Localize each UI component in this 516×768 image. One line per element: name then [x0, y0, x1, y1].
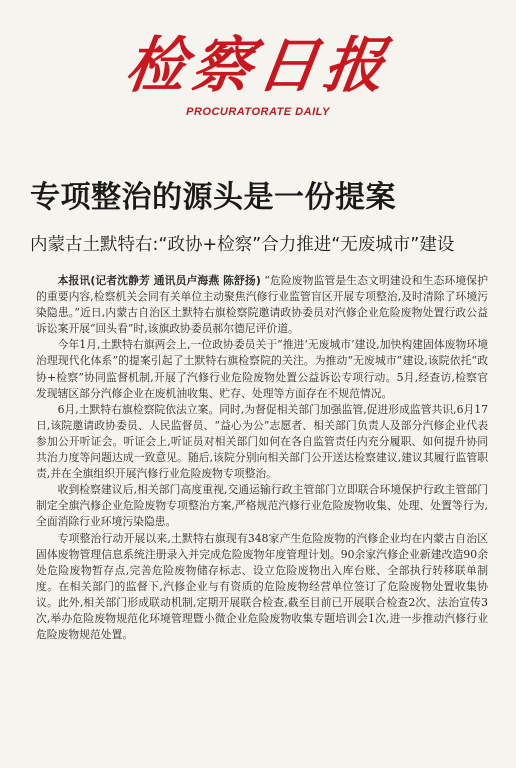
paragraph: 专项整治行动开展以来,土默特右旗现有348家产生危险废物的汽修企业均在内蒙古自治区固体废物管理信息系统注册录入并完成危险废物年度管理计划。90余家汽修企业新建改造90余处危险废物暂存点,完善危险废物储存标志、设立危险废物出入库台账、全部执行转移联单制度。在相关部门的监督下,汽修企业与有资质的危险废物经营单位签订了危险废物处置收集协议。此外,相关部门形成联动机制,定期开展联合检查,截至目前已开展联合检查2次、法治宣传3次,举办危险废物规范化环境管理暨小微企业危险废物收集专题培训会1次,进一步推动汽修行业危险废物规范处置。 — [36, 531, 488, 642]
byline: 本报讯(记者沈静芳 通讯员卢海燕 陈舒扬) — [57, 274, 261, 287]
article-headline: 专项整治的源头是一份提案 — [30, 180, 396, 215]
newspaper-logo: 检察日报 — [121, 31, 395, 101]
masthead — [0, 28, 516, 118]
paragraph: 收到检察建议后,相关部门高度重视,交通运输行政主管部门立即联合环境保护行政主管部门制定全旗汽修企业危险废物专项整治方案,严格规范汽修行业危险废物收集、处理、处置等行为,全面消除行业环境污染隐患。 — [36, 483, 488, 529]
article-body — [36, 273, 488, 643]
article-subheadline: 内蒙古土默特右:“政协+检察”合力推进“无废城市”建设 — [30, 235, 455, 255]
paragraph: 6月,土默特右旗检察院依法立案。同时,为督促相关部门加强监管,促进形成监管共识,6月17日,该院邀请政协委员、人民监督员、“益心为公”志愿者、相关部门负责人及部分汽修企业代表参加公开听证会。听证会上,听证员对相关部门如何在各自监管责任内充分履职、如何提升协同共治力度等问题达成一致意见。随后,该院分别向相关部门公开送达检察建议,建议其履行监管职责,并在全旗组织开展汽修行业危险废物专项整治。 — [36, 402, 488, 481]
paragraph — [36, 273, 488, 337]
paragraph-text: “危险废物监管是生态文明建设和生态环境保护的重要内容,检察机关会同有关单位主动聚焦汽修行业监管盲区开展专项整治,及时清除了环境污染隐患。”近日,内蒙古自治区土默特右旗检察院邀请政协委员对汽修企业危险废物处置行政公益诉讼案开展“回头看”时,该旗政协委员郝尔德尼评价道。 — [36, 274, 488, 336]
newspaper-english-name: PROCURATORATE DAILY — [186, 106, 330, 118]
paragraph: 今年1月,土默特右旗两会上,一位政协委员关于“推进‘无废城市’建设,加快构建固体废物环境治理现代化体系”的提案引起了土默特右旗检察院的关注。为推动“无废城市”建设,该院依托“政协+检察”协同监督机制,开展了汽修行业危险废物处置公益诉讼专项行动。5月,经查访,检察官发现辖区部分汽修企业在废机油收集、贮存、处理等方面存在不规范情况。 — [36, 338, 488, 400]
